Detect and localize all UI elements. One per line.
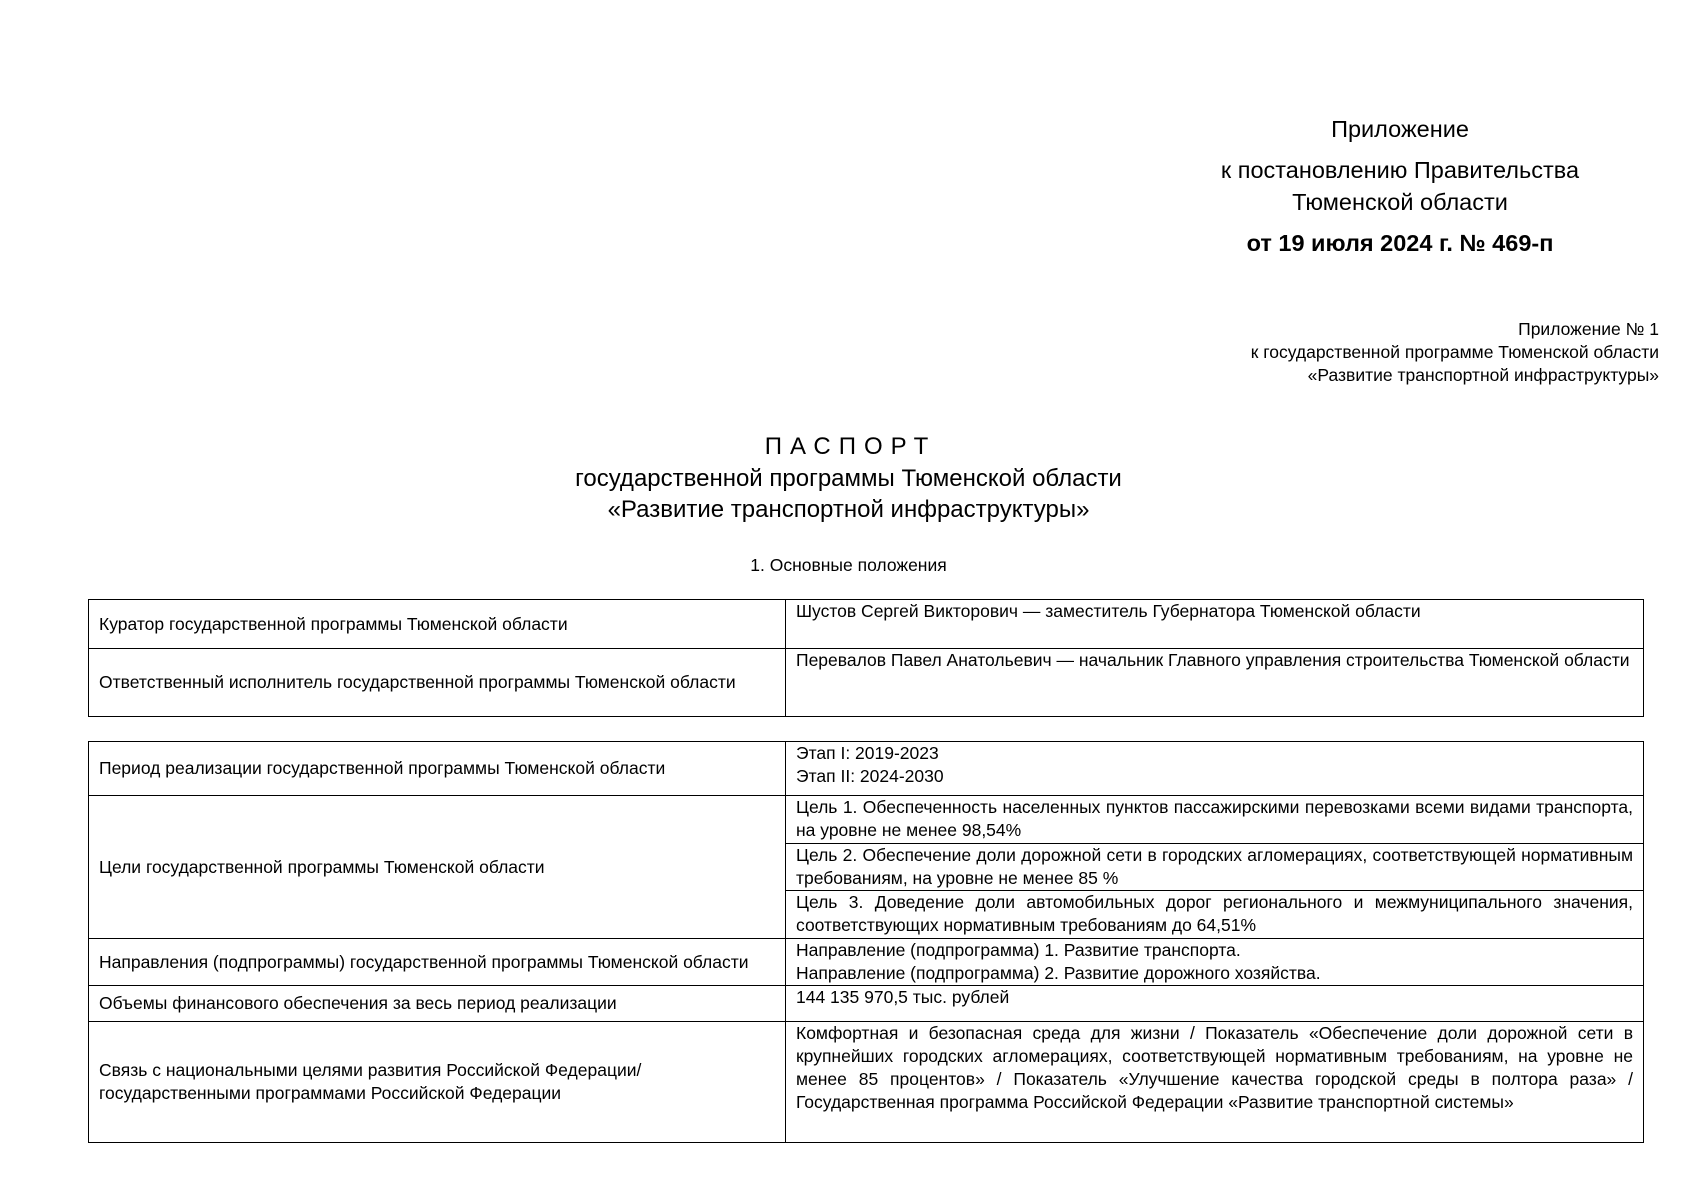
table-row [89,796,1644,844]
period-value [786,742,1644,796]
period-label: Период реализации государственной программы Тюменской области [89,742,786,796]
directions-label: Направления (подпрограммы) государственной программы Тюменской области [89,939,786,986]
appendix-1-line-3: «Развитие транспортной инфраструктуры» [1307,365,1659,385]
direction-1: Направление (подпрограмма) 1. Развитие транспорта. [796,940,1241,960]
passport-subtitle-2: «Развитие транспортной инфраструктуры» [607,496,1090,523]
program-details-table [88,741,1644,1143]
table-row [89,742,1644,796]
appendix-1-line-1: Приложение № 1 [1518,319,1659,339]
row-value: Перевалов Павел Анатольевич — начальник Главного управления строительства Тюменской области [786,649,1644,717]
row-label: Куратор государственной программы Тюменской области [89,600,786,649]
funding-label: Объемы финансового обеспечения за весь период реализации [89,986,786,1022]
main-info-table [88,599,1644,717]
appendix-line-2: Тюменской области [1292,189,1508,215]
row-label: Ответственный исполнитель государственной программы Тюменской области [89,649,786,717]
period-stage-2: Этап II: 2024-2030 [796,766,944,786]
goal-3: Цель 3. Доведение доли автомобильных дорог регионального и межмуниципального значения, соответствующих нормативным требованиям до 64,51% [786,891,1644,939]
table-row [89,986,1644,1022]
link-label: Связь с национальными целями развития Российской Федерации/ государственными программами Российской Федерации [89,1022,786,1143]
goals-label: Цели государственной программы Тюменской области [89,796,786,939]
appendix-line-1: к постановлению Правительства [1220,157,1580,183]
link-value: Комфортная и безопасная среда для жизни / Показатель «Обеспечение доли дорожной сети в крупнейших городских агломерациях, соответствующей нормативным требованиям, на уровне не менее 85 процентов» / Показатель «Улучшение качества городской среды в полтора раза» / Государственная программа Российской Федерации «Развитие транспортной системы» [786,1022,1644,1143]
table-row [89,1022,1644,1143]
passport-subtitle-1: государственной программы Тюменской области [575,465,1122,492]
goal-1: Цель 1. Обеспеченность населенных пунктов пассажирскими перевозками всеми видами транспорта, на уровне не менее 98,54% [786,796,1644,844]
appendix-1-line-2: к государственной программе Тюменской области [1250,342,1659,362]
appendix-date: от 19 июля 2024 г. № 469-п [1246,230,1554,256]
table-row [89,600,1644,649]
appendix-title: Приложение [1331,116,1469,142]
row-value: Шустов Сергей Викторович — заместитель Губернатора Тюменской области [786,600,1644,649]
directions-value [786,939,1644,986]
goal-2: Цель 2. Обеспечение доли дорожной сети в городских агломерациях, соответствующей нормативным требованиям, на уровне не менее 85 % [786,844,1644,891]
funding-value: 144 135 970,5 тыс. рублей [786,986,1644,1022]
direction-2: Направление (подпрограмма) 2. Развитие дорожного хозяйства. [796,963,1321,983]
passport-heading: ПАСПОРТ [764,433,937,460]
table-row [89,939,1644,986]
table-row [89,649,1644,717]
section-heading: 1. Основные положения [750,555,947,575]
period-stage-1: Этап I: 2019-2023 [796,743,939,763]
